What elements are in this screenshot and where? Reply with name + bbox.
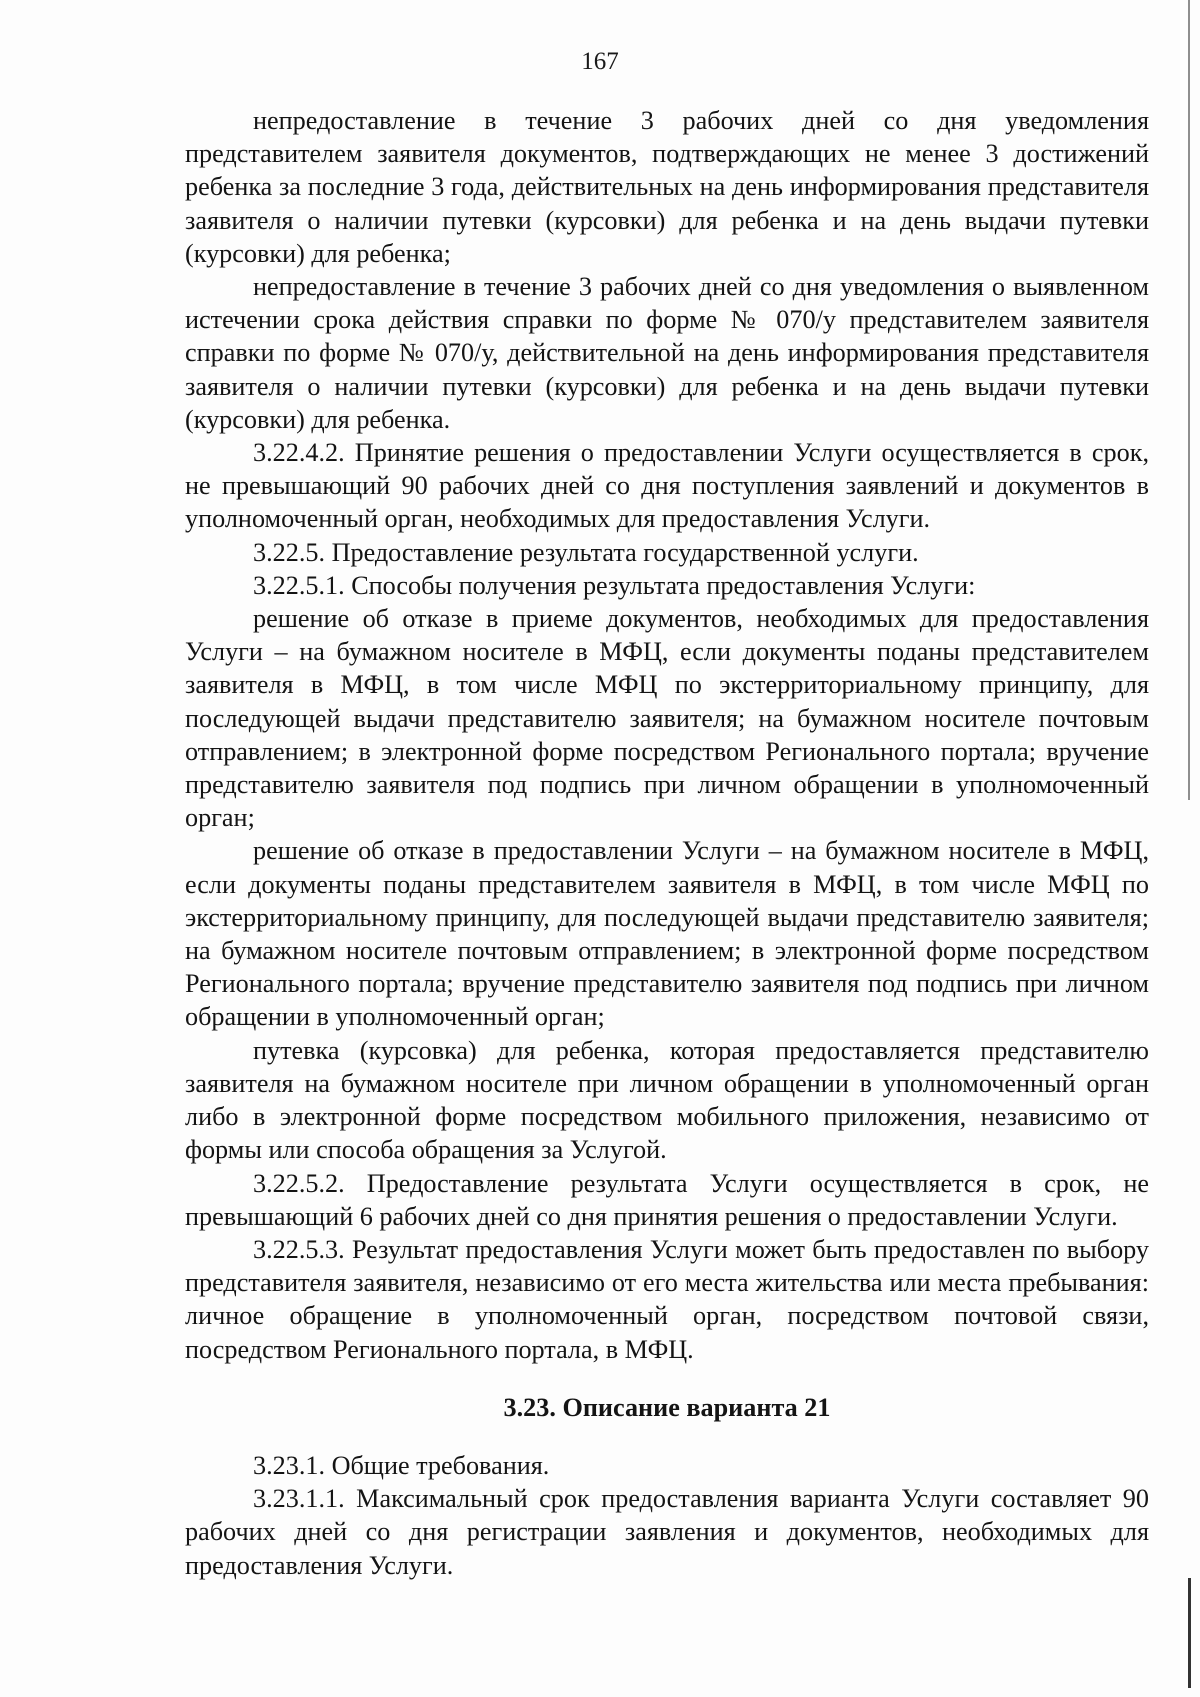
- page-number: 167: [581, 48, 619, 75]
- paragraph: 3.22.5.3. Результат предоставления Услуги может быть предоставлен по выбору представителя заявителя, независимо от его места жительства или места пребывания: личное обращение в уполномоченный орган, посредством почтовой связи, посредством Регионального портала, в МФЦ.: [185, 1234, 1149, 1364]
- scan-edge-line: [1188, 1578, 1191, 1688]
- paragraph: 3.22.4.2. Принятие решения о предоставлении Услуги осуществляется в срок, не превышающий 90 рабочих дней со дня поступления заявлений и документов в уполномоченный орган, необходимых для предоставления Услуги.: [185, 438, 1149, 534]
- paragraph: непредоставление в течение 3 рабочих дней со дня уведомления представителем заявителя документов, подтверждающих не менее 3 достижений ребенка за последние 3 года, действительных на день информирования представителя заявителя о наличии путевки (курсовки) для ребенка и на день выдачи путевки (курсовки) для ребенка;: [185, 106, 1149, 268]
- paragraph: 3.23.1.1. Максимальный срок предоставления варианта Услуги составляет 90 рабочих дней со дня регистрации заявления и документов, необходимых для предоставления Услуги.: [185, 1484, 1149, 1580]
- paragraph: 3.22.5. Предоставление результата государственной услуги.: [253, 537, 919, 567]
- section-heading: 3.23. Описание варианта 21: [503, 1392, 831, 1422]
- paragraph: решение об отказе в приеме документов, необходимых для предоставления Услуги – на бумажном носителе в МФЦ, если документы поданы представителем заявителя в МФЦ, в том числе МФЦ по экстерриториальному принципу, для последующей выдачи представителю заявителя; на бумажном носителе почтовым отправлением; в электронной форме посредством Регионального портала; вручение представителю заявителя под подпись при личном обращении в уполномоченный орган;: [185, 604, 1149, 833]
- paragraph: 3.23.1. Общие требования.: [253, 1450, 550, 1480]
- document-body: [185, 104, 1149, 1582]
- paragraph: путевка (курсовка) для ребенка, которая предоставляется представителю заявителя на бумажном носителе при личном обращении в уполномоченный орган либо в электронной форме посредством мобильного приложения, независимо от формы или способа обращения за Услугой.: [185, 1035, 1149, 1165]
- paragraph: решение об отказе в предоставлении Услуги – на бумажном носителе в МФЦ, если документы поданы представителем заявителя в МФЦ, в том числе МФЦ по экстерриториальному принципу, для последующей выдачи представителю заявителя; на бумажном носителе почтовым отправлением; в электронной форме посредством Регионального портала; вручение представителю заявителя под подпись при личном обращении в уполномоченный орган;: [185, 836, 1149, 1032]
- scan-edge-line: [1188, 0, 1190, 800]
- paragraph: 3.22.5.1. Способы получения результата предоставления Услуги:: [253, 570, 976, 600]
- paragraph: 3.22.5.2. Предоставление результата Услуги осуществляется в срок, не превышающий 6 рабочих дней со дня принятия решения о предоставлении Услуги.: [185, 1168, 1149, 1231]
- paragraph: непредоставление в течение 3 рабочих дней со дня уведомления о выявленном истечении срока действия справки по форме № 070/у представителем заявителя справки по форме № 070/у, действительной на день информирования представителя заявителя о наличии путевки (курсовки) для ребенка и на день выдачи путевки (курсовки) для ребенка.: [185, 272, 1149, 434]
